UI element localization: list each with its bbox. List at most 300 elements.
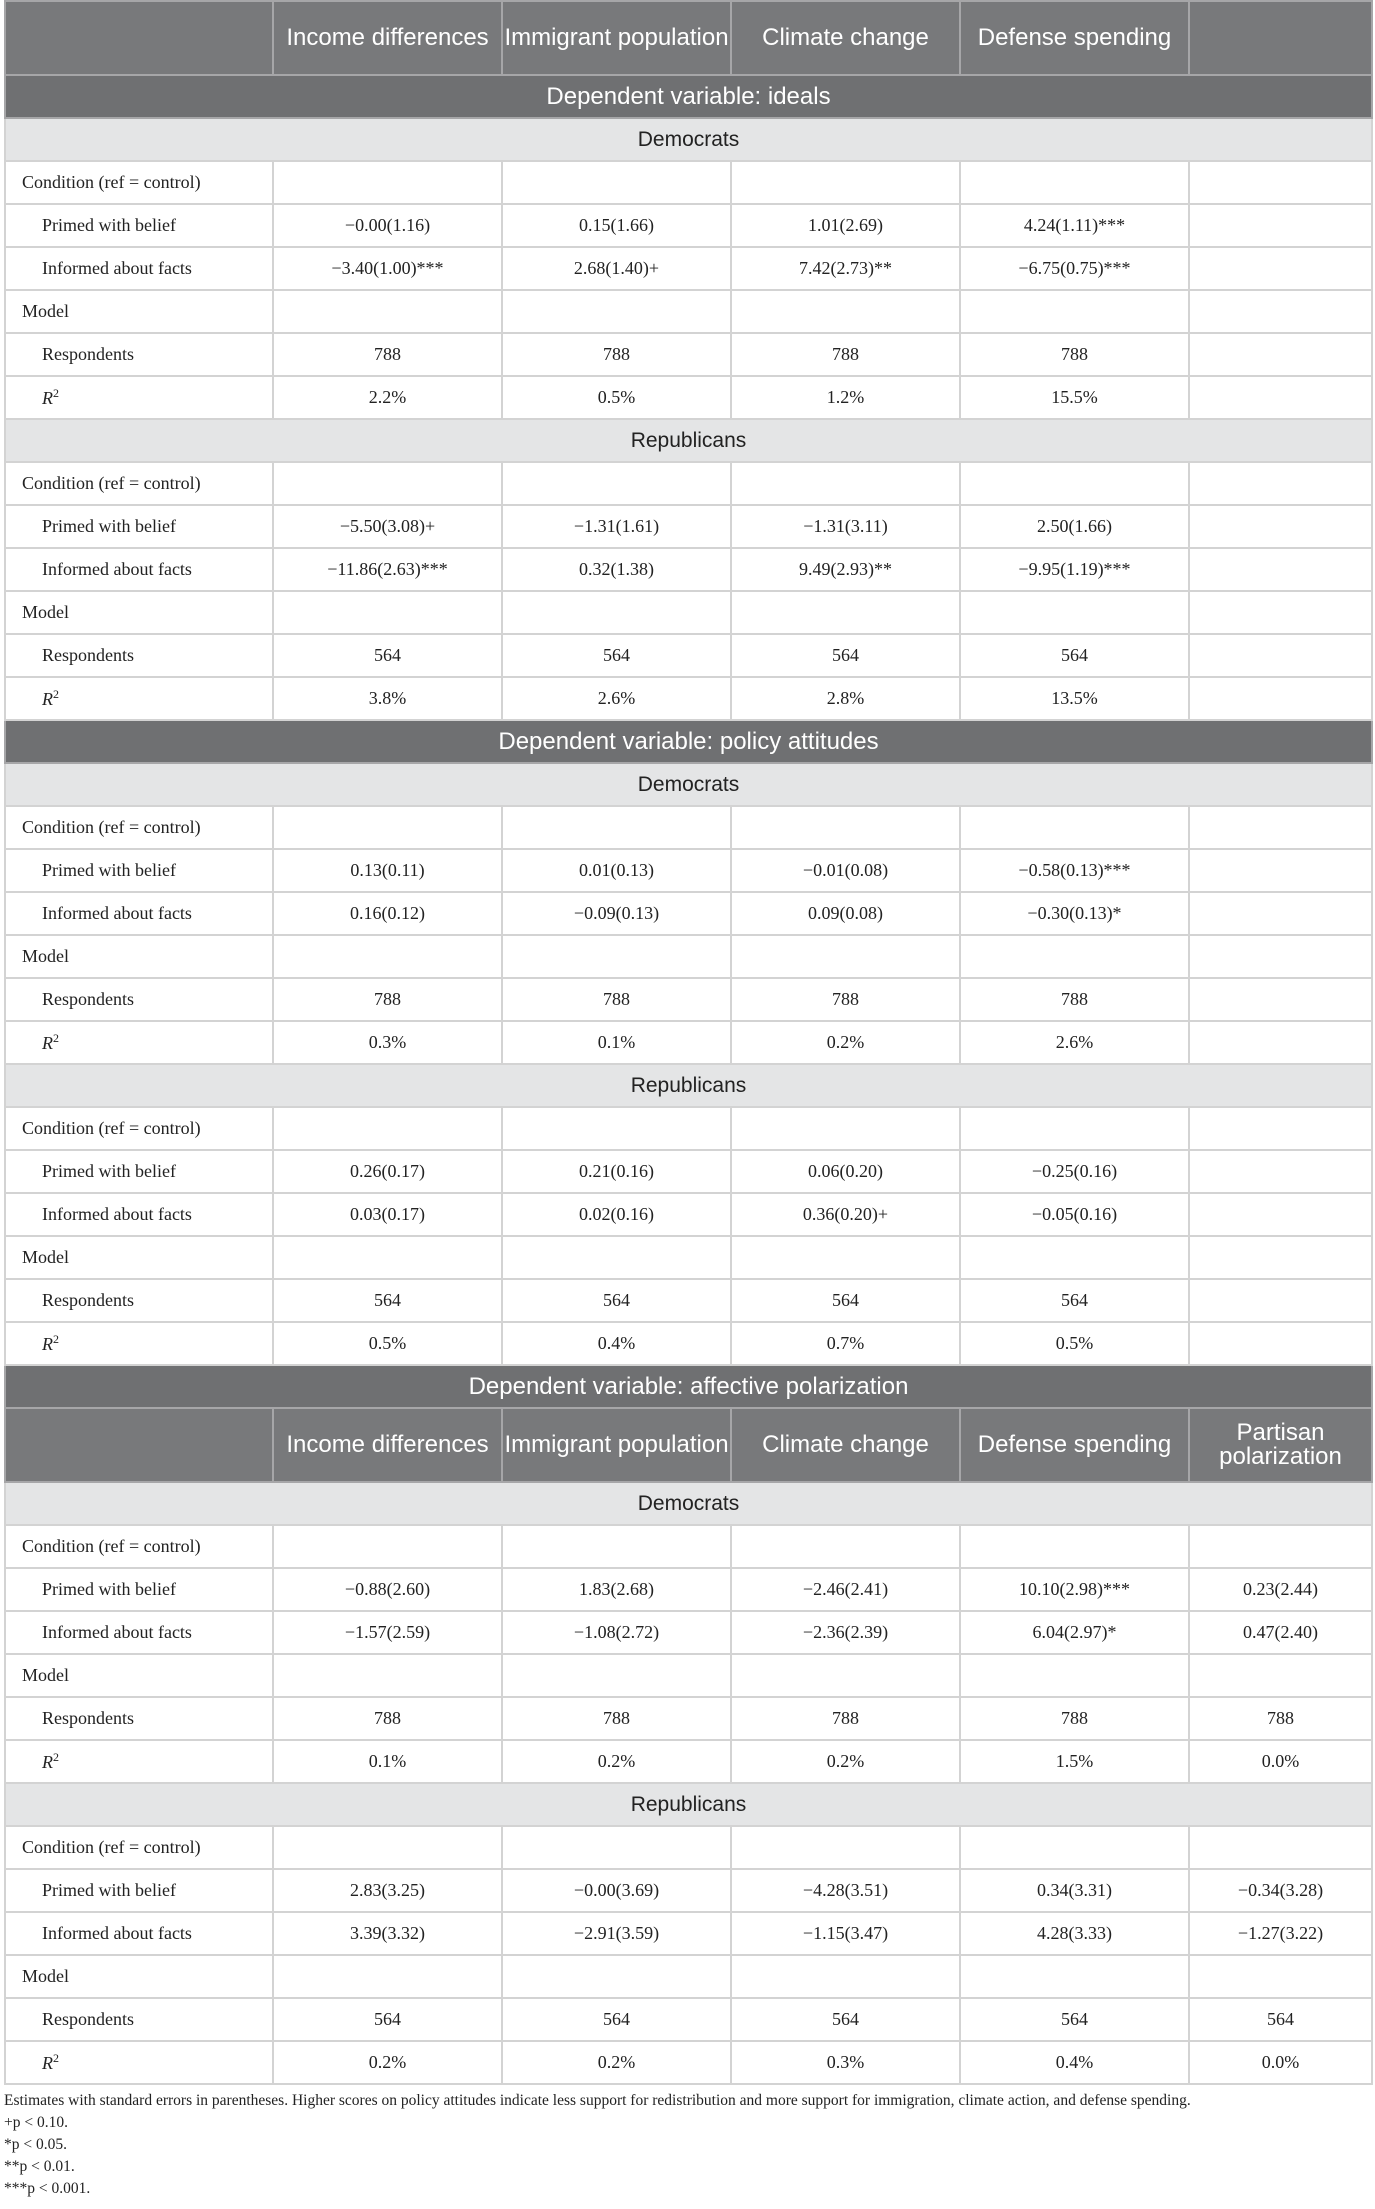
empty-cell [273, 806, 502, 849]
value-cell: 0.23(2.44) [1189, 1568, 1372, 1611]
respondents-row [5, 634, 1372, 677]
value-cell: 2.83(3.25) [273, 1869, 502, 1912]
r2-symbol: R [42, 1752, 53, 1772]
empty-cell [731, 1525, 960, 1568]
value-cell: −1.31(3.11) [731, 505, 960, 548]
value-cell: 10.10(2.98)*** [960, 1568, 1189, 1611]
model-label: Model [5, 1955, 273, 1998]
value-cell: 0.32(1.38) [502, 548, 731, 591]
value-cell: −1.08(2.72) [502, 1611, 731, 1654]
model-label: Model [5, 935, 273, 978]
value-cell: 564 [273, 634, 502, 677]
model-row [5, 591, 1372, 634]
empty-cell [502, 290, 731, 333]
value-cell: 13.5% [960, 677, 1189, 720]
empty-cell [1189, 1021, 1372, 1064]
primed-label: Primed with belief [5, 505, 273, 548]
value-cell: −4.28(3.51) [731, 1869, 960, 1912]
value-cell: 0.2% [502, 1740, 731, 1783]
value-cell: 1.2% [731, 376, 960, 419]
value-cell: 1.83(2.68) [502, 1568, 731, 1611]
value-cell: 564 [960, 1279, 1189, 1322]
value-cell: −0.34(3.28) [1189, 1869, 1372, 1912]
value-cell: 788 [731, 1697, 960, 1740]
r-squared-row [5, 1322, 1372, 1365]
condition-row [5, 806, 1372, 849]
value-cell: 788 [1189, 1697, 1372, 1740]
value-cell: 0.4% [502, 1322, 731, 1365]
empty-cell [502, 1107, 731, 1150]
primed-label: Primed with belief [5, 849, 273, 892]
column-header: Climate change [731, 1, 960, 75]
empty-cell [1189, 1322, 1372, 1365]
r-squared-row [5, 2041, 1372, 2084]
empty-cell [273, 1826, 502, 1869]
regression-table [4, 0, 1373, 2085]
value-cell: −2.91(3.59) [502, 1912, 731, 1955]
value-cell: −0.05(0.16) [960, 1193, 1189, 1236]
value-cell: −0.00(1.16) [273, 204, 502, 247]
empty-cell [502, 1955, 731, 1998]
value-cell: 1.5% [960, 1740, 1189, 1783]
primed-label: Primed with belief [5, 1568, 273, 1611]
empty-cell [960, 591, 1189, 634]
empty-cell [1189, 548, 1372, 591]
informed-row [5, 247, 1372, 290]
empty-cell [273, 1525, 502, 1568]
empty-cell [731, 1955, 960, 1998]
column-header-empty [1189, 1, 1372, 75]
empty-cell [1189, 1654, 1372, 1697]
r2-symbol: R [42, 689, 53, 709]
respondents-label: Respondents [5, 634, 273, 677]
informed-row [5, 548, 1372, 591]
value-cell: −9.95(1.19)*** [960, 548, 1189, 591]
value-cell: 564 [1189, 1998, 1372, 2041]
value-cell: 2.8% [731, 677, 960, 720]
primed-row [5, 1568, 1372, 1611]
value-cell: 788 [502, 978, 731, 1021]
respondents-row [5, 1998, 1372, 2041]
value-cell: 788 [502, 1697, 731, 1740]
respondents-label: Respondents [5, 978, 273, 1021]
value-cell: 6.04(2.97)* [960, 1611, 1189, 1654]
value-cell: 0.3% [273, 1021, 502, 1064]
value-cell: 788 [960, 978, 1189, 1021]
empty-cell [960, 1654, 1189, 1697]
value-cell: 0.15(1.66) [502, 204, 731, 247]
value-cell: 564 [960, 1998, 1189, 2041]
model-row [5, 1654, 1372, 1697]
empty-cell [731, 1236, 960, 1279]
value-cell: 2.6% [960, 1021, 1189, 1064]
value-cell: −2.46(2.41) [731, 1568, 960, 1611]
value-cell: 788 [731, 978, 960, 1021]
empty-cell [731, 935, 960, 978]
condition-label: Condition (ref = control) [5, 1826, 273, 1869]
empty-cell [960, 1236, 1189, 1279]
r-squared-row [5, 1021, 1372, 1064]
column-header: Defense spending [960, 1408, 1189, 1482]
column-header: Immigrant population [502, 1, 731, 75]
informed-label: Informed about facts [5, 247, 273, 290]
empty-cell [1189, 1150, 1372, 1193]
dependent-variable-title: Dependent variable: affective polarization [5, 1365, 1372, 1408]
informed-row [5, 892, 1372, 935]
r2-superscript: 2 [53, 386, 59, 400]
empty-cell [1189, 290, 1372, 333]
value-cell: 0.4% [960, 2041, 1189, 2084]
empty-cell [502, 806, 731, 849]
r-squared-label [5, 376, 273, 419]
condition-row [5, 1826, 1372, 1869]
condition-row [5, 161, 1372, 204]
primed-row [5, 1869, 1372, 1912]
r-squared-row [5, 677, 1372, 720]
footnote-line: *p < 0.05. [4, 2136, 67, 2153]
empty-cell [1189, 1193, 1372, 1236]
respondents-row [5, 333, 1372, 376]
r2-superscript: 2 [53, 1031, 59, 1045]
empty-cell [502, 1654, 731, 1697]
value-cell: 0.47(2.40) [1189, 1611, 1372, 1654]
party-group-title: Democrats [5, 118, 1372, 161]
value-cell: 0.09(0.08) [731, 892, 960, 935]
condition-row [5, 1525, 1372, 1568]
empty-cell [502, 1236, 731, 1279]
respondents-label: Respondents [5, 333, 273, 376]
value-cell: 15.5% [960, 376, 1189, 419]
empty-cell [273, 1955, 502, 1998]
respondents-label: Respondents [5, 1998, 273, 2041]
value-cell: 0.01(0.13) [502, 849, 731, 892]
regression-table-body [5, 1, 1372, 2084]
empty-cell [502, 462, 731, 505]
condition-label: Condition (ref = control) [5, 462, 273, 505]
empty-cell [1189, 333, 1372, 376]
informed-row [5, 1611, 1372, 1654]
empty-cell [1189, 376, 1372, 419]
value-cell: 7.42(2.73)** [731, 247, 960, 290]
informed-label: Informed about facts [5, 1912, 273, 1955]
empty-cell [1189, 247, 1372, 290]
empty-cell [1189, 505, 1372, 548]
informed-row [5, 1193, 1372, 1236]
r-squared-label [5, 1021, 273, 1064]
party-group-title: Republicans [5, 1783, 1372, 1826]
empty-cell [502, 1525, 731, 1568]
value-cell: 564 [502, 634, 731, 677]
r2-symbol: R [42, 2053, 53, 2073]
empty-cell [960, 806, 1189, 849]
value-cell: 564 [273, 1279, 502, 1322]
value-cell: 9.49(2.93)** [731, 548, 960, 591]
value-cell: 0.02(0.16) [502, 1193, 731, 1236]
empty-cell [273, 161, 502, 204]
empty-cell [1189, 1107, 1372, 1150]
value-cell: 0.5% [273, 1322, 502, 1365]
primed-row [5, 505, 1372, 548]
empty-cell [1189, 1236, 1372, 1279]
value-cell: 788 [731, 333, 960, 376]
value-cell: −11.86(2.63)*** [273, 548, 502, 591]
column-header-row [5, 1408, 1372, 1482]
r2-superscript: 2 [53, 1750, 59, 1764]
party-group-row [5, 419, 1372, 462]
value-cell: 0.2% [731, 1021, 960, 1064]
empty-cell [960, 935, 1189, 978]
value-cell: 564 [502, 1279, 731, 1322]
r2-symbol: R [42, 388, 53, 408]
model-label: Model [5, 591, 273, 634]
r-squared-row [5, 1740, 1372, 1783]
party-group-title: Republicans [5, 419, 1372, 462]
empty-cell [731, 1654, 960, 1697]
value-cell: −0.30(0.13)* [960, 892, 1189, 935]
value-cell: 564 [960, 634, 1189, 677]
header-corner-cell [5, 1, 273, 75]
model-label: Model [5, 290, 273, 333]
primed-row [5, 1150, 1372, 1193]
empty-cell [502, 1826, 731, 1869]
value-cell: 788 [502, 333, 731, 376]
empty-cell [273, 935, 502, 978]
value-cell: −3.40(1.00)*** [273, 247, 502, 290]
model-row [5, 290, 1372, 333]
model-label: Model [5, 1654, 273, 1697]
value-cell: −0.88(2.60) [273, 1568, 502, 1611]
value-cell: 0.5% [502, 376, 731, 419]
model-row [5, 1236, 1372, 1279]
respondents-label: Respondents [5, 1279, 273, 1322]
r-squared-row [5, 376, 1372, 419]
value-cell: 0.26(0.17) [273, 1150, 502, 1193]
empty-cell [1189, 204, 1372, 247]
condition-label: Condition (ref = control) [5, 806, 273, 849]
value-cell: −5.50(3.08)+ [273, 505, 502, 548]
empty-cell [731, 1826, 960, 1869]
respondents-row [5, 1697, 1372, 1740]
column-header: Income differences [273, 1, 502, 75]
empty-cell [960, 1955, 1189, 1998]
empty-cell [273, 1236, 502, 1279]
r2-superscript: 2 [53, 687, 59, 701]
header-corner-cell [5, 1408, 273, 1482]
respondents-label: Respondents [5, 1697, 273, 1740]
value-cell: 0.2% [502, 2041, 731, 2084]
column-header: Defense spending [960, 1, 1189, 75]
value-cell: 0.2% [731, 1740, 960, 1783]
value-cell: 2.2% [273, 376, 502, 419]
respondents-row [5, 978, 1372, 1021]
primed-label: Primed with belief [5, 204, 273, 247]
empty-cell [502, 935, 731, 978]
value-cell: 0.5% [960, 1322, 1189, 1365]
empty-cell [1189, 1955, 1372, 1998]
empty-cell [1189, 677, 1372, 720]
footnote-line: Estimates with standard errors in parentheses. Higher scores on policy attitudes indicate less support for redistribution and more support for immigration, climate action, and defense spending. [4, 2092, 1191, 2109]
informed-row [5, 1912, 1372, 1955]
empty-cell [1189, 806, 1372, 849]
regression-table-wrapper [4, 0, 1371, 2085]
footnote-line: +p < 0.10. [4, 2114, 68, 2131]
empty-cell [1189, 634, 1372, 677]
value-cell: 0.13(0.11) [273, 849, 502, 892]
empty-cell [1189, 462, 1372, 505]
r2-symbol: R [42, 1033, 53, 1053]
empty-cell [731, 290, 960, 333]
condition-label: Condition (ref = control) [5, 1107, 273, 1150]
value-cell: 0.36(0.20)+ [731, 1193, 960, 1236]
value-cell: 4.28(3.33) [960, 1912, 1189, 1955]
value-cell: −1.15(3.47) [731, 1912, 960, 1955]
value-cell: −0.58(0.13)*** [960, 849, 1189, 892]
value-cell: 0.3% [731, 2041, 960, 2084]
empty-cell [731, 1107, 960, 1150]
primed-label: Primed with belief [5, 1150, 273, 1193]
value-cell: 0.06(0.20) [731, 1150, 960, 1193]
r-squared-label [5, 1322, 273, 1365]
value-cell: −0.09(0.13) [502, 892, 731, 935]
empty-cell [960, 1826, 1189, 1869]
party-group-title: Democrats [5, 1482, 1372, 1525]
empty-cell [273, 290, 502, 333]
informed-label: Informed about facts [5, 548, 273, 591]
r2-superscript: 2 [53, 2051, 59, 2065]
primed-row [5, 204, 1372, 247]
value-cell: −0.00(3.69) [502, 1869, 731, 1912]
empty-cell [960, 1107, 1189, 1150]
r2-symbol: R [42, 1334, 53, 1354]
empty-cell [960, 1525, 1189, 1568]
informed-label: Informed about facts [5, 1611, 273, 1654]
column-header: Income differences [273, 1408, 502, 1482]
empty-cell [960, 290, 1189, 333]
r-squared-label [5, 1740, 273, 1783]
empty-cell [960, 462, 1189, 505]
primed-row [5, 849, 1372, 892]
value-cell: 0.21(0.16) [502, 1150, 731, 1193]
r-squared-label [5, 2041, 273, 2084]
value-cell: 2.6% [502, 677, 731, 720]
value-cell: 788 [960, 1697, 1189, 1740]
dependent-variable-row [5, 720, 1372, 763]
empty-cell [1189, 1279, 1372, 1322]
party-group-row [5, 118, 1372, 161]
party-group-row [5, 1482, 1372, 1525]
r-squared-label [5, 677, 273, 720]
value-cell: 0.7% [731, 1322, 960, 1365]
empty-cell [1189, 978, 1372, 1021]
column-header-row [5, 1, 1372, 75]
empty-cell [731, 462, 960, 505]
empty-cell [731, 806, 960, 849]
empty-cell [1189, 849, 1372, 892]
value-cell: −1.57(2.59) [273, 1611, 502, 1654]
value-cell: 0.03(0.17) [273, 1193, 502, 1236]
primed-label: Primed with belief [5, 1869, 273, 1912]
party-group-row [5, 763, 1372, 806]
table-footnotes [4, 2090, 1371, 2200]
value-cell: −1.31(1.61) [502, 505, 731, 548]
value-cell: 3.39(3.32) [273, 1912, 502, 1955]
model-row [5, 935, 1372, 978]
condition-row [5, 462, 1372, 505]
empty-cell [1189, 591, 1372, 634]
value-cell: 0.16(0.12) [273, 892, 502, 935]
party-group-title: Republicans [5, 1064, 1372, 1107]
value-cell: 4.24(1.11)*** [960, 204, 1189, 247]
value-cell: 564 [731, 634, 960, 677]
value-cell: 2.50(1.66) [960, 505, 1189, 548]
condition-label: Condition (ref = control) [5, 161, 273, 204]
party-group-row [5, 1064, 1372, 1107]
informed-label: Informed about facts [5, 1193, 273, 1236]
dependent-variable-row [5, 75, 1372, 118]
value-cell: −6.75(0.75)*** [960, 247, 1189, 290]
empty-cell [273, 1107, 502, 1150]
party-group-row [5, 1783, 1372, 1826]
value-cell: 564 [731, 1279, 960, 1322]
value-cell: 564 [731, 1998, 960, 2041]
value-cell: 788 [960, 333, 1189, 376]
empty-cell [1189, 892, 1372, 935]
footnote-line: **p < 0.01. [4, 2158, 75, 2175]
value-cell: 788 [273, 333, 502, 376]
value-cell: 0.34(3.31) [960, 1869, 1189, 1912]
value-cell: 564 [273, 1998, 502, 2041]
column-header: Immigrant population [502, 1408, 731, 1482]
empty-cell [1189, 1826, 1372, 1869]
model-label: Model [5, 1236, 273, 1279]
value-cell: 1.01(2.69) [731, 204, 960, 247]
value-cell: 0.0% [1189, 2041, 1372, 2084]
empty-cell [502, 591, 731, 634]
empty-cell [1189, 935, 1372, 978]
value-cell: −0.25(0.16) [960, 1150, 1189, 1193]
empty-cell [731, 591, 960, 634]
empty-cell [273, 462, 502, 505]
empty-cell [1189, 1525, 1372, 1568]
value-cell: −2.36(2.39) [731, 1611, 960, 1654]
value-cell: 0.1% [273, 1740, 502, 1783]
dependent-variable-row [5, 1365, 1372, 1408]
value-cell: 0.0% [1189, 1740, 1372, 1783]
value-cell: 788 [273, 978, 502, 1021]
empty-cell [1189, 161, 1372, 204]
value-cell: 564 [502, 1998, 731, 2041]
r2-superscript: 2 [53, 1332, 59, 1346]
column-header: Partisan polarization [1189, 1408, 1372, 1482]
party-group-title: Democrats [5, 763, 1372, 806]
condition-row [5, 1107, 1372, 1150]
empty-cell [502, 161, 731, 204]
value-cell: 2.68(1.40)+ [502, 247, 731, 290]
value-cell: 3.8% [273, 677, 502, 720]
dependent-variable-title: Dependent variable: policy attitudes [5, 720, 1372, 763]
footnote-line: ***p < 0.001. [4, 2180, 91, 2197]
condition-label: Condition (ref = control) [5, 1525, 273, 1568]
empty-cell [960, 161, 1189, 204]
dependent-variable-title: Dependent variable: ideals [5, 75, 1372, 118]
value-cell: 0.1% [502, 1021, 731, 1064]
informed-label: Informed about facts [5, 892, 273, 935]
empty-cell [273, 591, 502, 634]
value-cell: 0.2% [273, 2041, 502, 2084]
value-cell: 788 [273, 1697, 502, 1740]
model-row [5, 1955, 1372, 1998]
respondents-row [5, 1279, 1372, 1322]
